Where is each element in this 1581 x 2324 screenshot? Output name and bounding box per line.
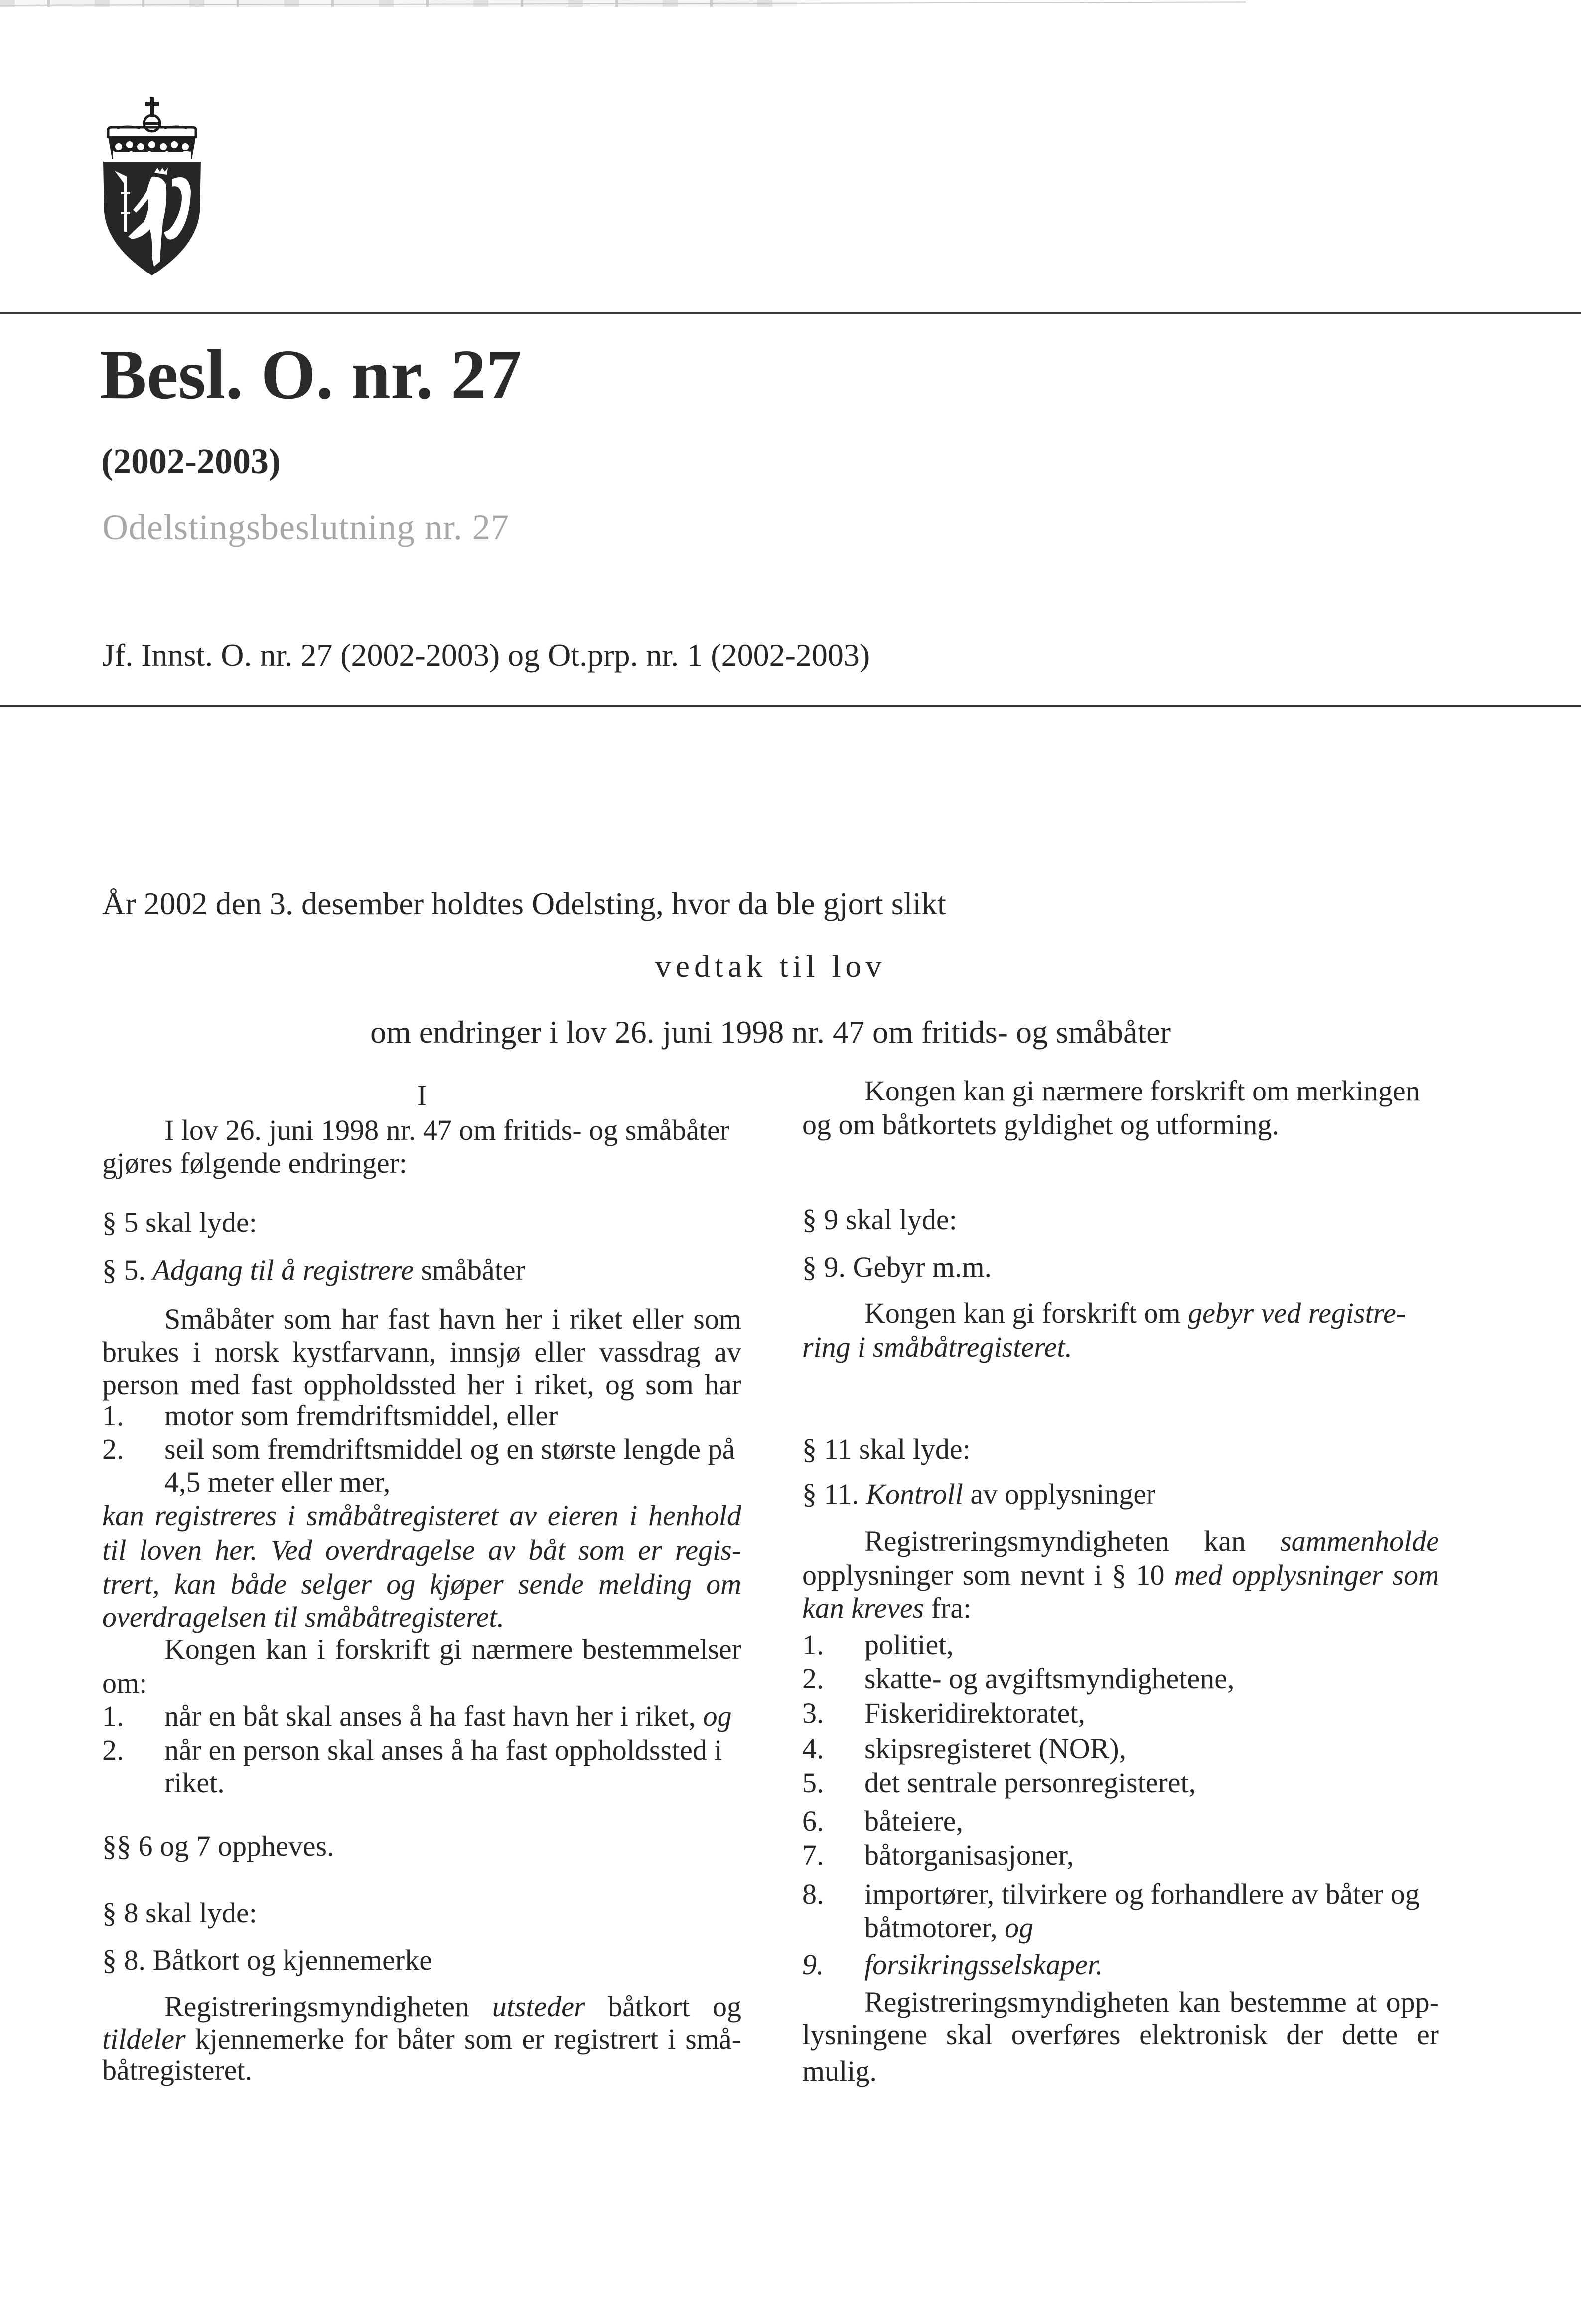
list-text: Fiskeridirektoratet, bbox=[864, 1697, 1085, 1729]
list-item bbox=[802, 1807, 1439, 1836]
list-number: 1. bbox=[802, 1629, 824, 1661]
section-9-text-line bbox=[802, 1299, 1439, 1328]
text-run-italic: sammenholde bbox=[1280, 1525, 1439, 1557]
section-5-number: § 5. bbox=[102, 1254, 145, 1286]
section-5-text-line: person med fast oppholdssted her i riket, og som har bbox=[102, 1368, 741, 1401]
text-run: Registreringsmyndigheten bbox=[864, 1525, 1170, 1557]
list-number: 5. bbox=[802, 1767, 824, 1799]
list-item bbox=[802, 1950, 1439, 1979]
header-rule-bottom bbox=[0, 705, 1581, 707]
text-run-italic: utsteder bbox=[492, 1990, 585, 2023]
section-11-instruction: § 11 skal lyde: bbox=[802, 1433, 971, 1465]
list-text: båtmotorer, bbox=[864, 1912, 998, 1944]
list-number: 2. bbox=[102, 1734, 124, 1766]
list-text: motor som fremdriftsmiddel, eller bbox=[164, 1399, 558, 1432]
text-run-italic: med opplysninger som bbox=[1174, 1559, 1439, 1591]
section-5-instruction: § 5 skal lyde: bbox=[102, 1206, 257, 1238]
section-11-title-rest: av opplysninger bbox=[970, 1478, 1156, 1510]
law-title: om endringer i lov 26. juni 1998 nr. 47 om fritids- og småbåter bbox=[370, 1014, 1171, 1050]
list-item bbox=[802, 1734, 1439, 1763]
section-5-text-line: om: bbox=[102, 1667, 147, 1699]
list-text-italic: og bbox=[703, 1700, 732, 1732]
list-text: skipsregisteret (NOR), bbox=[864, 1732, 1127, 1765]
list-number: 9. bbox=[802, 1948, 824, 1981]
section-5-italic-line: overdragelsen til småbåtregisteret. bbox=[102, 1601, 505, 1633]
section-8-text-line: Kongen kan gi nærmere forskrift om merkingen bbox=[864, 1075, 1420, 1107]
list-text: forsikringsselskaper. bbox=[864, 1948, 1103, 1981]
list-text: importører, tilvirkere og forhandlere av båter og bbox=[864, 1878, 1420, 1910]
list-item-continuation: riket. bbox=[164, 1767, 225, 1799]
section-5-text-line: Kongen kan i forskrift gi nærmere bestemmelser bbox=[164, 1633, 741, 1665]
section-5-title-italic: Adgang til å registrere bbox=[152, 1254, 414, 1286]
section-8-text-line: båtregisteret. bbox=[102, 2054, 253, 2086]
list-item bbox=[102, 1435, 741, 1464]
list-number: 2. bbox=[802, 1662, 824, 1695]
list-number: 6. bbox=[802, 1805, 824, 1837]
list-text: det sentrale personregisteret, bbox=[864, 1767, 1196, 1799]
text-run: kjennemerke for båter som er registrert i små- bbox=[195, 2023, 741, 2055]
list-number: 4. bbox=[802, 1732, 824, 1765]
list-text-italic: og bbox=[1005, 1912, 1034, 1944]
document-title: Besl. O. nr. 27 bbox=[100, 335, 522, 413]
section-5-italic-line: trert, kan både selger og kjøper sende melding om bbox=[102, 1568, 741, 1600]
list-text: politiet, bbox=[864, 1629, 954, 1661]
list-text: båteiere, bbox=[864, 1805, 964, 1837]
list-number: 7. bbox=[802, 1839, 824, 1871]
text-run: og bbox=[713, 1990, 742, 2023]
list-item bbox=[102, 1702, 741, 1731]
section-11-text-line: Registreringsmyndigheten kan bestemme at opp- bbox=[864, 1986, 1439, 2018]
section-5-title-rest: småbåter bbox=[421, 1254, 525, 1286]
list-number: 2. bbox=[102, 1433, 124, 1465]
section-5-heading bbox=[102, 1256, 741, 1285]
list-item bbox=[802, 1699, 1439, 1728]
intro-sentence: År 2002 den 3. desember holdtes Odelsting, hvor da ble gjort slikt bbox=[102, 886, 946, 921]
list-text: når en person skal anses å ha fast oppholdssted i bbox=[164, 1734, 722, 1766]
section-5-text-line: brukes i norsk kystfarvann, innsjø eller vassdrag av bbox=[102, 1336, 741, 1368]
reference-line: Jf. Innst. O. nr. 27 (2002-2003) og Ot.prp. nr. 1 (2002-2003) bbox=[102, 637, 870, 673]
section-5-italic-line: kan registreres i småbåtregisteret av eieren i henhold bbox=[102, 1500, 741, 1532]
text-run-italic: gebyr ved registre- bbox=[1188, 1297, 1406, 1329]
header-rule-top bbox=[0, 312, 1581, 314]
section-8-text-line bbox=[102, 1992, 741, 2021]
list-text: når en båt skal anses å ha fast havn her i riket, bbox=[164, 1700, 696, 1732]
list-item bbox=[802, 1880, 1439, 1909]
section-9-heading: § 9. Gebyr m.m. bbox=[802, 1251, 992, 1283]
section-8-heading: § 8. Båtkort og kjennemerke bbox=[102, 1944, 432, 1976]
list-text: båtorganisasjoner, bbox=[864, 1839, 1074, 1871]
text-run-italic: kan kreves bbox=[802, 1592, 924, 1624]
section-11-text-line bbox=[802, 1561, 1439, 1590]
norwegian-coat-of-arms-icon bbox=[102, 97, 202, 276]
text-run: opplysninger som nevnt i § 10 bbox=[802, 1559, 1165, 1591]
list-number: 8. bbox=[802, 1878, 824, 1910]
list-text: skatte- og avgiftsmyndighetene, bbox=[864, 1662, 1235, 1695]
session-years: (2002-2003) bbox=[101, 441, 281, 481]
section-11-number: § 11. bbox=[802, 1478, 859, 1510]
list-item bbox=[802, 1664, 1439, 1693]
list-item bbox=[802, 1841, 1439, 1870]
text-run: båtkort bbox=[608, 1990, 690, 2023]
text-run: fra: bbox=[931, 1592, 972, 1624]
decision-heading: vedtak til lov bbox=[655, 949, 886, 984]
part-heading: I bbox=[417, 1079, 427, 1111]
list-number: 1. bbox=[102, 1399, 124, 1432]
text-run: Kongen kan gi forskrift om bbox=[864, 1297, 1181, 1329]
list-item bbox=[102, 1736, 741, 1765]
list-item-continuation: 4,5 meter eller mer, bbox=[164, 1466, 391, 1498]
section-11-title-italic: Kontroll bbox=[866, 1478, 963, 1510]
part-intro-line-2: gjøres følgende endringer: bbox=[102, 1147, 408, 1179]
document-subtitle: Odelstingsbeslutning nr. 27 bbox=[102, 507, 509, 547]
section-5-italic-line: til loven her. Ved overdragelse av båt som er regis- bbox=[102, 1534, 741, 1566]
section-9-text-line: ring i småbåtregisteret. bbox=[802, 1331, 1072, 1363]
list-number: 3. bbox=[802, 1697, 824, 1729]
text-run: kan bbox=[1204, 1525, 1246, 1557]
section-6-7-repeal: §§ 6 og 7 oppheves. bbox=[102, 1830, 334, 1862]
list-text: seil som fremdriftsmiddel og en største lengde på bbox=[164, 1433, 735, 1465]
part-intro-line-1: I lov 26. juni 1998 nr. 47 om fritids- og småbåter bbox=[164, 1114, 730, 1146]
section-11-text-line bbox=[802, 1527, 1439, 1556]
list-item-continuation bbox=[802, 1914, 1501, 1942]
list-item bbox=[802, 1631, 1439, 1659]
list-item bbox=[802, 1769, 1439, 1797]
list-number: 1. bbox=[102, 1700, 124, 1732]
section-11-text-line: mulig. bbox=[802, 2055, 877, 2087]
section-11-heading bbox=[802, 1480, 1439, 1508]
section-11-text-line bbox=[802, 1594, 1439, 1623]
section-8-instruction: § 8 skal lyde: bbox=[102, 1897, 257, 1929]
list-item bbox=[102, 1401, 741, 1430]
text-run: Registreringsmyndigheten bbox=[164, 1990, 470, 2023]
text-run-italic: tildeler bbox=[102, 2023, 186, 2055]
section-11-text-line: lysningene skal overføres elektronisk der dette er bbox=[802, 2018, 1439, 2051]
section-8-text-line bbox=[102, 2025, 741, 2053]
section-5-text-line: Småbåter som har fast havn her i riket eller som bbox=[164, 1303, 741, 1335]
section-8-text-line: og om båtkortets gyldighet og utforming. bbox=[802, 1108, 1279, 1141]
section-9-instruction: § 9 skal lyde: bbox=[802, 1203, 957, 1235]
